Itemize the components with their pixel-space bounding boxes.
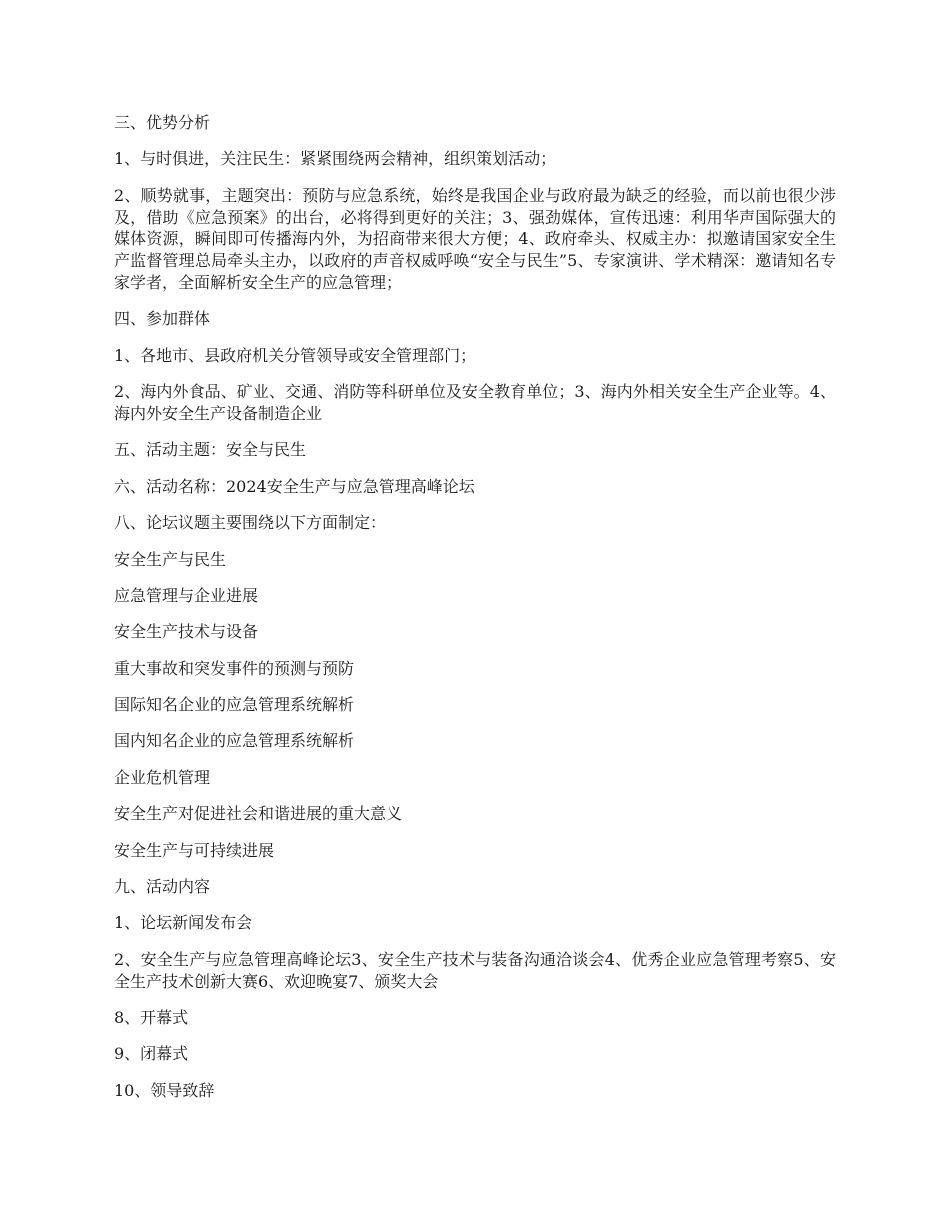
content-item: 1、论坛新闻发布会	[114, 913, 253, 933]
paragraph: 1、各地市、县政府机关分管领导或安全管理部门；	[114, 345, 477, 365]
content-item: 10、领导致辞	[114, 1080, 215, 1100]
section-heading-content: 九、活动内容	[114, 877, 211, 897]
section-heading-name: 六、活动名称：2024安全生产与应急管理高峰论坛	[114, 476, 475, 496]
topic-item: 重大事故和突发事件的预测与预防	[114, 658, 355, 678]
section-heading-participants: 四、参加群体	[114, 309, 211, 329]
topic-item: 安全生产与可持续进展	[114, 840, 275, 860]
topic-item: 企业危机管理	[114, 767, 211, 787]
topic-item: 应急管理与企业进展	[114, 585, 259, 605]
topic-item: 安全生产与民生	[114, 549, 227, 569]
paragraph: 2、顺势就事，主题突出：预防与应急系统，始终是我国企业与政府最为缺乏的经验，而以前也很少涉及，借助《应急预案》的出台，必将得到更好的关注；3、强劲媒体，宣传迅速：利用华声国际强大的媒体资源，瞬间即可传播海内外，为招商带来很大方便；4、政府牵头、权威主办：拟邀请国家安全生产监督管理总局牵头主办，以政府的声音权威呼唤“安全与民生”5、专家演讲、学术精深：邀请知名专家学者，全面解析安全生产的应急管理；	[114, 185, 836, 292]
section-heading-topics: 八、论坛议题主要围绕以下方面制定：	[114, 513, 387, 533]
topic-item: 安全生产技术与设备	[114, 622, 259, 642]
section-heading-advantages: 三、优势分析	[114, 113, 211, 132]
topic-item: 国内知名企业的应急管理系统解析	[114, 731, 355, 751]
content-item: 9、闭幕式	[114, 1044, 189, 1064]
paragraph: 1、与时俱进，关注民生：紧紧围绕两会精神，组织策划活动；	[114, 149, 557, 169]
section-heading-theme: 五、活动主题：安全与民生	[114, 440, 307, 460]
content-item: 2、安全生产与应急管理高峰论坛3、安全生产技术与装备沟通洽谈会4、优秀企业应急管理考察5、安全生产技术创新大赛6、欢迎晚宴7、颁奖大会	[114, 949, 836, 991]
topic-item: 安全生产对促进社会和谐进展的重大意义	[114, 804, 403, 824]
topic-item: 国际知名企业的应急管理系统解析	[114, 695, 355, 715]
document-page	[114, 112, 836, 1116]
paragraph: 2、海内外食品、矿业、交通、消防等科研单位及安全教育单位；3、海内外相关安全生产企业等。4、海内外安全生产设备制造企业	[114, 382, 836, 423]
content-item: 8、开幕式	[114, 1007, 189, 1027]
